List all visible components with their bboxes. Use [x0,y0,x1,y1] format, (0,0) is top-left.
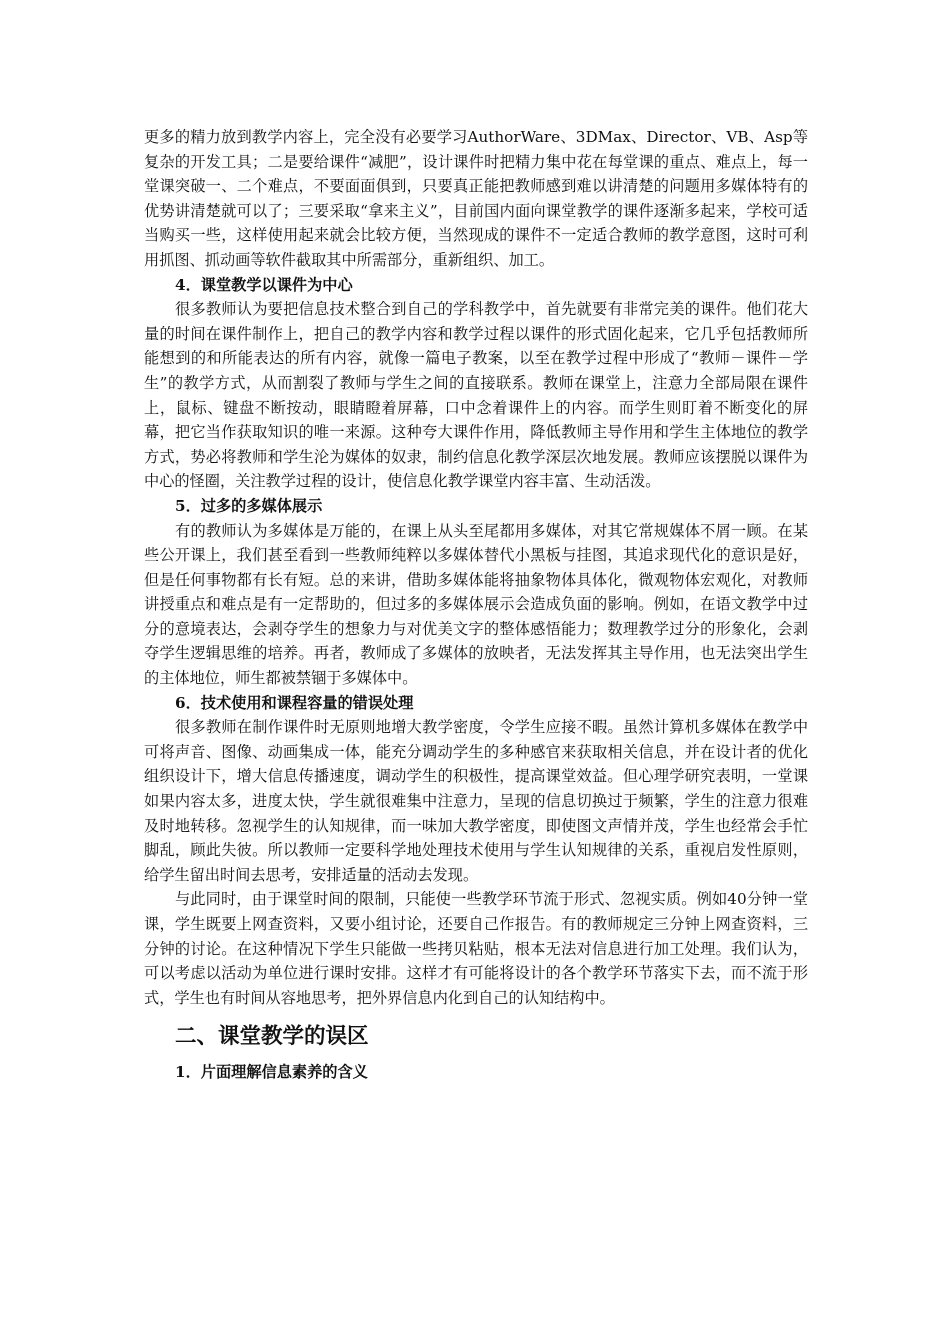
paragraph-class-time: 与此同时，由于课堂时间的限制，只能使一些教学环节流于形式、忽视实质。例如40分钟一堂课，学生既要上网查资料，又要小组讨论，还要自己作报告。有的教师规定三分钟上网查资料，三分钟的讨论。在这种情况下学生只能做一些拷贝粘贴，根本无法对信息进行加工处理。我们认为，可以考虑以活动为单位进行课时安排。这样才有可能将设计的各个教学环节落实下去，而不流于形式，学生也有时间从容地思考，把外界信息内化到自己的认知结构中。 [144,890,808,1007]
section-title: 二、课堂教学的误区 [175,1024,369,1050]
document-body [144,125,808,1085]
subheading-5: 5．过多的多媒体展示 [175,496,323,515]
paragraph-courseware-center: 很多教师认为要把信息技术整合到自己的学科教学中，首先就要有非常完美的课件。他们花大量的时间在课件制作上，把自己的教学内容和教学过程以课件的形式固化起来，它几乎包括教师所能想到的和所能表达的所有内容，就像一篇电子教案，以至在教学过程中形成了“教师－课件－学生”的教学方式，从而割裂了教师与学生之间的直接联系。教师在课堂上，注意力全部局限在课件上，鼠标、键盘不断按动，眼睛瞪着屏幕，口中念着课件上的内容。而学生则盯着不断变化的屏幕，把它当作获取知识的唯一来源。这种夸大课件作用，降低教师主导作用和学生主体地位的教学方式，势必将教师和学生沦为媒体的奴隶，制约信息化教学深层次地发展。教师应该摆脱以课件为中心的怪圈，关注教学过程的设计，使信息化教学课堂内容丰富、生动活泼。 [144,300,808,491]
paragraph-multimedia: 有的教师认为多媒体是万能的，在课上从头至尾都用多媒体，对其它常规媒体不屑一顾。在某些公开课上，我们甚至看到一些教师纯粹以多媒体替代小黑板与挂图，其追求现代化的意识是好，但是任何事物都有长有短。总的来讲，借助多媒体能将抽象物体具体化，微观物体宏观化，对教师讲授重点和难点是有一定帮助的，但过多的多媒体展示会造成负面的影响。例如，在语文教学中过分的意境表达，会剥夺学生的想象力与对优美文字的整体感悟能力；数理教学过分的形象化，会剥夺学生逻辑思维的培养。再者，教师成了多媒体的放映者，无法发挥其主导作用，也无法突出学生的主体地位，师生都被禁锢于多媒体中。 [144,521,808,688]
subheading-section2-1: 1．片面理解信息素养的含义 [175,1063,368,1082]
subheading-6: 6．技术使用和课程容量的错误处理 [175,693,414,712]
paragraph-technology-use: 很多教师在制作课件时无原则地增大教学密度，令学生应接不暇。虽然计算机多媒体在教学中可将声音、图像、动画集成一体，能充分调动学生的多种感官来获取相关信息，并在设计者的优化组织设计下，增大信息传播速度，调动学生的积极性，提高课堂效益。但心理学研究表明，一堂课如果内容太多，进度太快，学生就很难集中注意力，呈现的信息切换过于频繁，学生的注意力很难及时地转移。忽视学生的认知规律，而一味加大教学密度，即使图文声情并茂，学生也经常会手忙脚乱，顾此失彼。所以教师一定要科学地处理技术使用与学生认知规律的关系，重视启发性原则，给学生留出时间去思考，安排适量的活动去发现。 [144,718,808,884]
paragraph-tools: 更多的精力放到教学内容上，完全没有必要学习AuthorWare、3DMax、Director、VB、Asp等复杂的开发工具；二是要给课件“减肥”，设计课件时把精力集中花在每堂课的重点、难点上，每一堂课突破一、二个难点，不要面面俱到，只要真正能把教师感到难以讲清楚的问题用多媒体特有的优势讲清楚就可以了；三要采取“拿来主义”，目前国内面向课堂教学的课件逐渐多起来，学校可适当购买一些，这样使用起来就会比较方便，当然现成的课件不一定适合教师的教学意图，这时可利用抓图、抓动画等软件截取其中所需部分，重新组织、加工。 [144,128,808,269]
subheading-4: 4．课堂教学以课件为中心 [175,275,353,294]
